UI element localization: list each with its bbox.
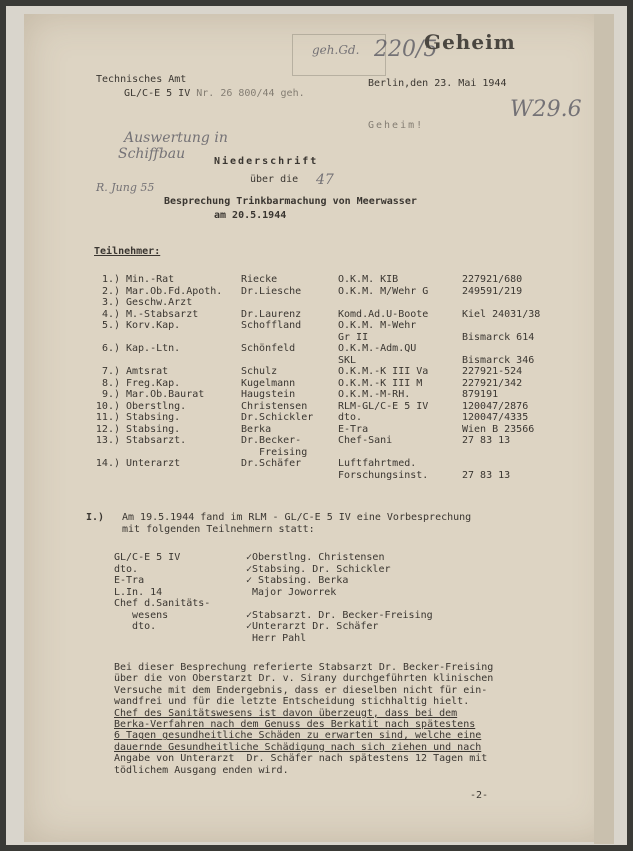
participant-phone: 120047/2876 — [462, 400, 529, 412]
participant-name: Dr.Schäfer — [241, 458, 302, 469]
paragraph-line: tödlichem Ausgang enden wird. — [114, 764, 289, 776]
classification-stamp: Geheim — [424, 30, 516, 54]
participant-office: O.K.M.-K III M — [338, 377, 423, 389]
participant-phone: 249591/219 — [462, 285, 523, 297]
participants-table — [86, 274, 557, 481]
participant-phone: 120047/4335 — [462, 412, 529, 423]
participant-row — [86, 309, 557, 321]
handwritten-line-1: Auswertung in — [124, 130, 228, 146]
paragraph-line: Chef des Sanitätswesens ist davon überzeugt, dass bei dem — [114, 707, 458, 719]
stamp-text: geh.Gd. — [312, 43, 360, 57]
handwritten-mark: W29.6 — [510, 97, 582, 122]
participant-row — [86, 412, 557, 424]
participant-office — [338, 297, 462, 309]
participant-phone: Bismarck 614 — [462, 331, 535, 343]
participant-office: RLM-GL/C-E 5 IV — [338, 400, 429, 412]
participant-number: 6.) — [101, 343, 120, 354]
participant-rank: Min.-Rat — [126, 274, 175, 285]
doc-subtitle: über die — [250, 174, 299, 185]
doc-subject: Besprechung Trinkbarmachung von Meerwasser — [164, 196, 417, 207]
participant-name: Schulz — [241, 366, 278, 377]
participant-row — [86, 286, 557, 298]
participant-phone: 27 83 13 — [462, 435, 511, 446]
participant-rank: Mar.Ob.Baurat — [126, 389, 205, 400]
participant-name: Christensen — [241, 400, 308, 412]
page-edge — [594, 14, 614, 844]
attendee-office: L.In. 14 — [114, 586, 163, 598]
participant-office: Komd.Ad.U-Boote — [338, 308, 429, 320]
handwritten-line-2: Schiffbau — [118, 146, 186, 162]
participant-name: Dr.Liesche — [241, 285, 302, 297]
participant-number: 11.) — [95, 412, 120, 423]
paragraph-line: wandfrei und für die letzte Entscheidung stichhaltig hielt. — [114, 696, 470, 708]
secret-typed: Geheim! — [368, 120, 425, 131]
participant-number: 4.) — [101, 308, 120, 320]
handwritten-number-mid: 47 — [316, 172, 334, 188]
file-reference: GL/C-E 5 IV Nr. 26 800/44 geh. — [124, 88, 305, 99]
participant-rank: Korv.Kap. — [126, 320, 181, 331]
participant-phone: 27 83 13 — [462, 469, 511, 481]
attendee-row — [114, 575, 433, 587]
participant-name: Haugstein — [241, 389, 296, 400]
participant-name: Berka — [241, 423, 272, 435]
participant-number: 7.) — [101, 366, 120, 377]
participant-rank: Amtsrat — [126, 366, 169, 377]
paragraph-line: Bei dieser Besprechung referierte Stabsarzt Dr. Becker-Freising — [114, 662, 494, 673]
participant-rank: M.-Stabsarzt — [126, 308, 199, 320]
participant-rank: Geschw.Arzt — [126, 297, 193, 308]
participant-rank: Oberstlng. — [126, 400, 187, 412]
participant-office: O.K.M. M-Wehr Gr II — [338, 320, 417, 343]
participant-phone: Kiel 24031/38 — [462, 308, 541, 320]
attendee-name: Major Joworrek — [246, 586, 337, 598]
participant-number: 10.) — [95, 400, 120, 412]
attendee-office: dto. — [114, 621, 157, 632]
participant-rank: Stabsing. — [126, 412, 181, 423]
report-paragraph — [114, 662, 584, 776]
participant-number: 9.) — [101, 389, 120, 400]
participant-name: Schoffland — [241, 320, 302, 331]
attendee-name: ✓Stabsing. Dr. Schickler — [246, 563, 391, 575]
participant-office: dto. — [338, 412, 363, 423]
page-number: -2- — [470, 790, 489, 801]
participant-phone: 227921-524 — [462, 366, 523, 377]
participant-row — [86, 389, 557, 401]
participant-office: O.K.M. KIB — [338, 274, 399, 285]
participant-row — [86, 320, 557, 343]
attendee-row — [114, 552, 433, 564]
participant-row — [86, 274, 557, 286]
participant-row — [86, 378, 557, 390]
participant-phone: 227921/680 — [462, 274, 523, 285]
place-date: Berlin,den 23. Mai 1944 — [368, 78, 507, 89]
participant-name: Riecke — [241, 274, 278, 285]
participant-office: O.K.M.-Adm.QU SKL — [338, 343, 417, 366]
participant-number: 14.) — [95, 458, 120, 469]
participant-number: 12.) — [95, 423, 120, 435]
attendee-row — [114, 621, 433, 644]
attendee-name: ✓Stabsarzt. Dr. Becker-Freising — [246, 609, 433, 621]
attendee-office: GL/C-E 5 IV — [114, 552, 181, 563]
participant-rank: Mar.Ob.Fd.Apoth. — [126, 285, 223, 297]
participant-number: 13.) — [95, 435, 120, 446]
participant-row — [86, 297, 557, 309]
handwritten-number: 220/5 — [374, 37, 438, 62]
participant-phone — [462, 297, 557, 309]
attendee-name: ✓ Stabsing. Berka — [246, 575, 349, 586]
attendee-office: Chef d.Sanitäts- wesens — [114, 598, 211, 621]
paragraph-line: über die von Oberstarzt Dr. v. Sirany durchgeführten klinischen — [114, 673, 494, 685]
participant-phone: 879191 — [462, 389, 499, 400]
section-intro-2: mit folgenden Teilnehmern statt: — [122, 524, 315, 535]
sender-office: Technisches Amt — [96, 74, 187, 85]
participant-number: 5.) — [101, 320, 120, 331]
paragraph-line: Berka-Verfahren nach dem Genuss des Berkatit nach spätestens — [114, 719, 476, 731]
participant-number: 1.) — [101, 274, 120, 285]
participant-phone: Wien B 23566 — [462, 423, 535, 435]
paragraph-line: Angabe von Unterarzt Dr. Schäfer nach spätestens 12 Tagen mit — [114, 753, 488, 765]
document-page — [24, 14, 614, 842]
handwritten-note-left: R. Jung 55 — [96, 181, 155, 194]
scan-frame — [6, 6, 627, 845]
participant-name — [241, 297, 338, 309]
participant-rank: Stabsarzt. — [126, 435, 187, 446]
preliminary-attendees — [114, 552, 433, 644]
paragraph-line: Versuche mit dem Endergebnis, dass er dieselben nicht für ein- — [114, 684, 488, 696]
participant-office: O.K.M.-M-RH. — [338, 389, 411, 400]
participant-row — [86, 435, 557, 458]
participants-heading: Teilnehmer: — [94, 246, 161, 257]
participant-name: Kugelmann — [241, 377, 296, 389]
attendee-office: E-Tra — [114, 575, 145, 586]
participant-row — [86, 424, 557, 436]
participant-name: Dr.Laurenz — [241, 308, 302, 320]
participant-office: Luftfahrtmed. Forschungsinst. — [338, 458, 429, 481]
attendee-name: ✓Oberstlng. Christensen — [246, 552, 385, 563]
participant-office: Chef-Sani — [338, 435, 393, 446]
doc-title: Niederschrift — [214, 156, 319, 167]
participant-number: 8.) — [101, 377, 120, 389]
paragraph-line: 6 Tagen gesundheitliche Schäden zu erwarten sind, welche eine — [114, 730, 482, 742]
doc-date: am 20.5.1944 — [214, 210, 287, 221]
attendee-row — [114, 564, 433, 576]
participant-office: O.K.M.-K III Va — [338, 366, 429, 377]
participant-office: E-Tra — [338, 423, 369, 435]
participant-rank: Unterarzt — [126, 458, 181, 469]
participant-phone: Bismarck 346 — [462, 354, 535, 366]
attendee-name: ✓Unterarzt Dr. Schäfer Herr Pahl — [246, 621, 379, 644]
participant-name: Schönfeld — [241, 343, 296, 354]
participant-number: 3.) — [101, 297, 120, 308]
participant-office: O.K.M. M/Wehr G — [338, 285, 429, 297]
participant-name: Dr.Becker- Freising — [241, 435, 308, 458]
participant-row — [86, 458, 557, 481]
section-intro-1: Am 19.5.1944 fand im RLM - GL/C-E 5 IV eine Vorbesprechung — [122, 512, 472, 523]
participant-row — [86, 343, 557, 366]
participant-row — [86, 366, 557, 378]
participant-rank: Freg.Kap. — [126, 377, 181, 389]
participant-number: 2.) — [101, 285, 120, 297]
attendee-row — [114, 598, 433, 621]
participant-phone: 227921/342 — [462, 377, 523, 389]
participant-rank: Stabsing. — [126, 423, 181, 435]
attendee-row — [114, 587, 433, 599]
participant-name: Dr.Schickler — [241, 412, 314, 423]
participant-rank: Kap.-Ltn. — [126, 343, 181, 354]
participant-row — [86, 401, 557, 413]
section-number: I.) — [86, 512, 105, 523]
attendee-office: dto. — [114, 563, 139, 575]
paragraph-line: dauernde Gesundheitliche Schädigung nach sich ziehen und nach — [114, 741, 482, 753]
